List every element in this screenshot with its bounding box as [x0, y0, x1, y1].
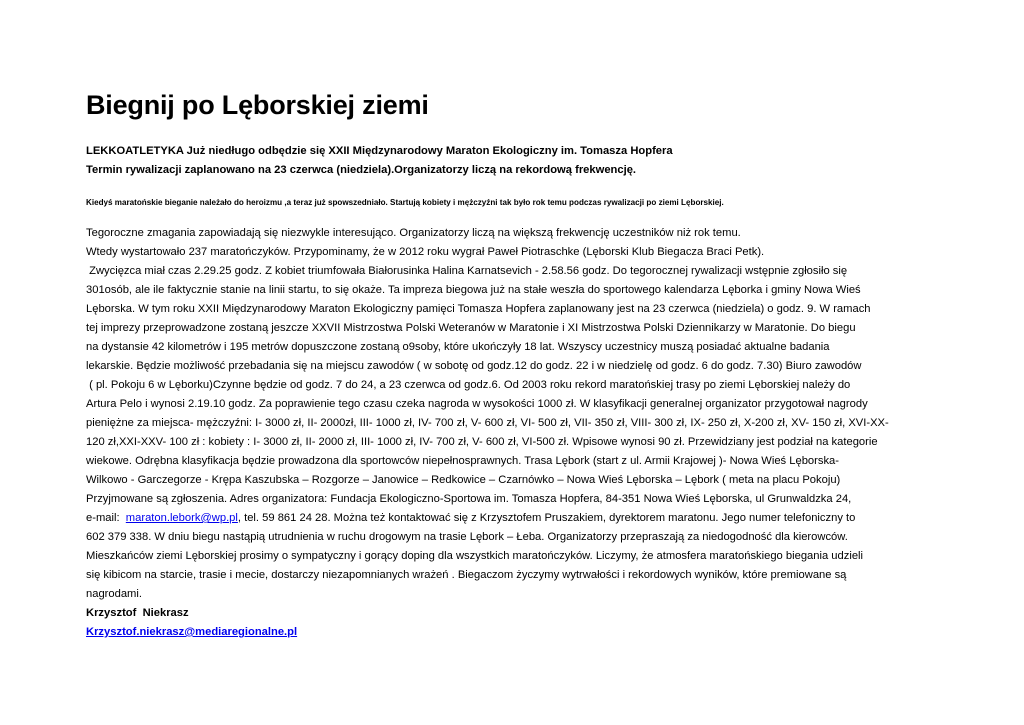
- body-line: ( pl. Pokoju 6 w Lęborku)Czynne będzie od godz. 7 do 24, a 23 czerwca od godz.6. Od 2003 roku rekord maratońskiej trasy po ziemi Lęborskiej należy do: [86, 379, 851, 391]
- body-line: nagrodami.: [86, 588, 142, 600]
- body-line: Artura Pelo i wynosi 2.19.10 godz. Za poprawienie tego czasu czeka nagroda w wysokości 1000 zł. W klasyfikacji generalnej organizator przygotował nagrody: [86, 398, 868, 410]
- body-line: 602 379 338. W dniu biegu nastąpią utrudnienia w ruchu drogowym na trasie Lębork – Łeba. Organizatorzy przepraszają za niedogodność dla kierowców.: [86, 531, 848, 543]
- author-email-link[interactable]: Krzysztof.niekrasz@mediaregionalne.pl: [86, 626, 298, 638]
- body-line: tej imprezy przeprowadzone zostaną jeszcze XXVII Mistrzostwa Polski Weteranów w Maratonie i XI Mistrzostwa Polski Dziennikarzy w Maratonie. Do biegu: [86, 322, 856, 334]
- email-line: [86, 509, 942, 528]
- body-line: Przyjmowane są zgłoszenia. Adres organizatora: Fundacja Ekologiczno-Sportowa im. Tomasza Hopfera, 84-351 Nowa Wieś Lęborska, ul Grunwaldzka 24,: [86, 493, 852, 505]
- body-line: Wilkowo - Garczegorze - Krępa Kaszubska – Rozgorze – Janowice – Redkowice – Czarnówko – Nowa Wieś Lęborska – Lębork ( meta na placu Pokoju): [86, 474, 841, 486]
- article-kicker: Kiedyś maratońskie bieganie należało do heroizmu ,a teraz już spowszedniało. Startują kobiety i mężczyźni tak było rok temu podczas rywalizacji po ziemi Lęborskiej.: [86, 198, 724, 207]
- body-line: Mieszkańców ziemi Lęborskiej prosimy o sympatyczny i gorący doping dla wszystkich maratończyków. Liczymy, że atmosfera maratońskiego biegania udzieli: [86, 550, 864, 562]
- body-line: się kibicom na starcie, trasie i mecie, dostarczy niezapomnianych wrażeń . Biegaczom życzymy wytrwałości i rekordowych wyników, które premiowane są: [86, 569, 847, 581]
- body-line: Tegoroczne zmagania zapowiadają się niezwykle interesująco. Organizatorzy liczą na większą frekwencję uczestników niż rok temu.: [86, 227, 741, 239]
- article: [86, 84, 942, 642]
- article-title: Biegnij po Lęborskiej ziemi: [86, 90, 429, 120]
- article-lead: [86, 142, 942, 180]
- organizer-email-link[interactable]: maraton.lebork@wp.pl: [125, 512, 238, 524]
- email-prefix: e-mail:: [86, 512, 126, 524]
- lead-line-1: LEKKOATLETYKA Już niedługo odbędzie się XXII Międzynarodowy Maraton Ekologiczny im. Tomasza Hopfera: [86, 145, 673, 157]
- lead-line-2: Termin rywalizacji zaplanowano na 23 czerwca (niedziela).Organizatorzy liczą na rekordową frekwencję.: [86, 164, 637, 176]
- author-name: Krzysztof Niekrasz: [86, 607, 189, 619]
- body-line: 301osób, ale ile faktycznie stanie na linii startu, to się okaże. Ta impreza biegowa już na stałe weszła do sportowego kalendarza Lęborka i gminy Nowa Wieś: [86, 284, 861, 296]
- article-body: [86, 224, 942, 642]
- body-line: wiekowe. Odrębna klasyfikacja będzie prowadzona dla sportowców niepełnosprawnych. Trasa Lębork (start z ul. Armii Krajowej )- Nowa Wieś Lęborska-: [86, 455, 840, 467]
- email-suffix: , tel. 59 861 24 28. Można też kontaktować się z Krzysztofem Pruszakiem, dyrektorem maratonu. Jego numer telefoniczny to: [237, 512, 856, 524]
- body-line: lekarskie. Będzie możliwość przebadania się na miejscu zawodów ( w sobotę od godz.12 do godz. 22 i w niedzielę od godz. 6 do godz. 7.30) Biuro zawodów: [86, 360, 862, 372]
- body-line: 120 zł,XXI-XXV- 100 zł : kobiety : I- 3000 zł, II- 2000 zł, III- 1000 zł, IV- 700 zł, V- 600 zł, VI-500 zł. Wpisowe wynosi 90 zł. Przewidziany jest podział na kategorie: [86, 436, 878, 448]
- body-line: Zwycięzca miał czas 2.29.25 godz. Z kobiet triumfowała Białorusinka Halina Karnatsevich - 2.58.56 godz. Do tegorocznej rywalizacji wstępnie zgłosiło się: [86, 265, 848, 277]
- body-line: na dystansie 42 kilometrów i 195 metrów dopuszczone zostaną o9soby, które ukończyły 18 lat. Wszyscy uczestnicy muszą posiadać aktualne badania: [86, 341, 830, 353]
- body-line: Lęborska. W tym roku XXII Międzynarodowy Maraton Ekologiczny pamięci Tomasza Hopfera zaplanowany jest na 23 czerwca (niedziela) o godz. 9. W ramach: [86, 303, 871, 315]
- body-line: Wtedy wystartowało 237 maratończyków. Przypominamy, że w 2012 roku wygrał Paweł Piotraschke (Lęborski Klub Biegacza Braci Petk).: [86, 246, 765, 258]
- body-line: pieniężne za miejsca- mężczyźni: I- 3000 zł, II- 2000zł, III- 1000 zł, IV- 700 zł, V- 600 zł, VI- 500 zł, VII- 350 zł, VIII- 300 zł, IX- 250 zł, X-200 zł, XV- 150 zł, XVI-XX-: [86, 417, 889, 429]
